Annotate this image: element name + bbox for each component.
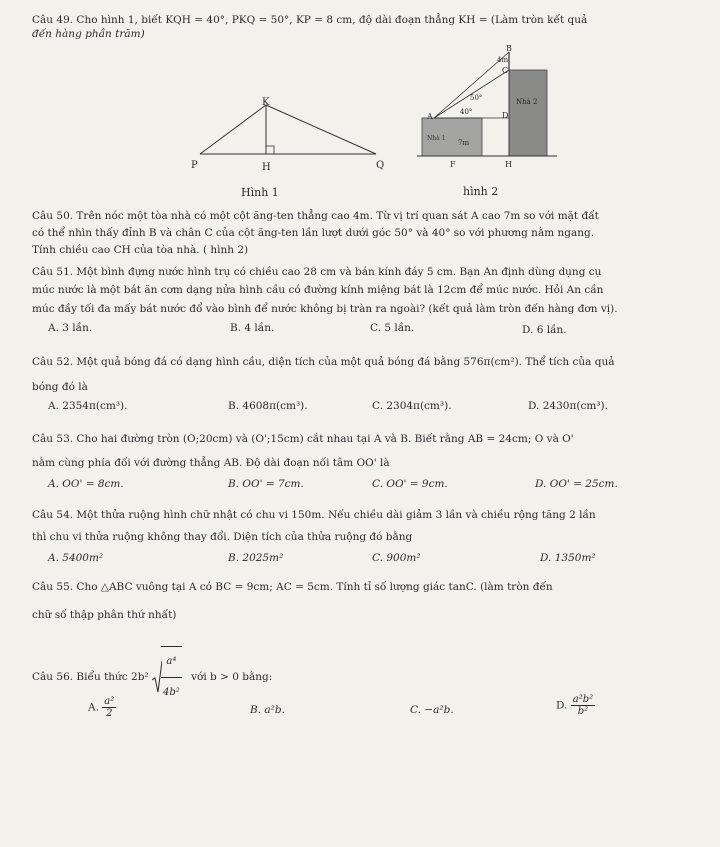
q51-line2: múc nước là một bát ăn cơm dạng nửa hình cầu có đường kính miệng bát là 12cm để múc nước. Hỏi An cần: [32, 284, 604, 296]
fig2-label-7m: 7m: [458, 139, 470, 147]
fig2-label-F: F: [450, 160, 456, 169]
q56-option-b[interactable]: B. a²b.: [250, 704, 285, 716]
q50-line1: Câu 50. Trên nóc một tòa nhà có một cột ăng-ten thẳng cao 4m. Từ vị trí quan sát A cao 7m so với mặt đất: [32, 210, 599, 222]
q52-line2: bóng đó là: [32, 381, 88, 393]
fig2-label-4m: 4m: [497, 56, 509, 64]
q51-option-b[interactable]: B. 4 lần.: [230, 322, 275, 334]
q52-option-d[interactable]: D. 2430π(cm³).: [528, 400, 608, 412]
q49-line1: Câu 49. Cho hình 1, biết KQH = 40°, PKQ = 50°, KP = 8 cm, độ dài đoạn thẳng KH = (Làm tròn kết quả: [32, 14, 588, 26]
q54-line2: thì chu vi thửa ruộng không thay đổi. Diện tích của thửa ruộng đó bằng: [32, 531, 413, 543]
q53-line2: nằm cùng phía đối với đường thẳng AB. Độ dài đoạn nối tâm OO' là: [32, 457, 390, 469]
figure-1-triangle: [180, 90, 380, 170]
q51-option-d[interactable]: D. 6 lần.: [522, 324, 567, 336]
fig1-caption: Hình 1: [241, 186, 279, 199]
fig2-label-H: H: [505, 160, 512, 169]
q56-option-d-den: b²: [577, 706, 589, 717]
q56-option-a-den: 2: [106, 708, 113, 719]
fig2-label-A: A: [427, 112, 433, 121]
q54-option-a[interactable]: A. 5400m²: [48, 552, 104, 564]
q53-line1: Câu 53. Cho hai đường tròn (O;20cm) và (O';15cm) cắt nhau tại A và B. Biết rằng AB = 24cm; O và O': [32, 433, 574, 445]
fig2-label-B: B: [506, 44, 512, 53]
fig2-label-50deg: 50°: [470, 94, 483, 102]
q49-line2: đến hàng phần trăm): [32, 28, 145, 40]
fig1-label-H: H: [262, 162, 271, 173]
q51-line3: múc đầy tối đa mấy bát nước đổ vào bình để nước không bị tràn ra ngoài? (kết quả làm tròn đến hàng đơn vị).: [32, 303, 618, 315]
q56-prefix: Câu 56. Biểu thức 2b²: [32, 671, 149, 683]
fig2-label-40deg: 40°: [460, 108, 473, 116]
q53-option-a[interactable]: A. OO' = 8cm.: [48, 478, 124, 490]
fig1-label-P: P: [191, 160, 198, 171]
q52-option-b[interactable]: B. 4608π(cm³).: [228, 400, 308, 412]
q54-option-c[interactable]: C. 900m²: [372, 552, 421, 564]
fig1-label-Q: Q: [376, 160, 385, 171]
q51-option-a[interactable]: A. 3 lần.: [48, 322, 93, 334]
fig2-label-nha1: Nhà 1: [427, 135, 446, 142]
q54-line1: Câu 54. Một thửa ruộng hình chữ nhật có chu vi 150m. Nếu chiều dài giảm 3 lần và chiều rộng tăng 2 lần: [32, 509, 596, 521]
q56-option-d-num: a²b²: [572, 694, 594, 705]
q56-rad-num: a⁴: [161, 647, 182, 678]
q50-line2: có thể nhìn thấy đỉnh B và chân C của cột ăng-ten lần lượt dưới góc 50° và 40° so với phương nằm ngang.: [32, 227, 595, 239]
q56-option-c[interactable]: C. −a²b.: [410, 704, 454, 716]
q52-option-c[interactable]: C. 2304π(cm³).: [372, 400, 452, 412]
q56-option-a[interactable]: [88, 696, 116, 719]
q56-stem: [32, 646, 272, 708]
q52-line1: Câu 52. Một quả bóng đá có dạng hình cầu, diện tích của một quả bóng đá bằng 576π(cm²). Thể tích của quả: [32, 356, 615, 368]
q55-line2: chữ số thập phân thứ nhất): [32, 609, 177, 621]
q56-suffix: với b > 0 bằng:: [191, 671, 273, 683]
q56-option-a-label: A.: [88, 701, 99, 714]
q53-option-c[interactable]: C. OO' = 9cm.: [372, 478, 448, 490]
q51-line1: Câu 51. Một bình đựng nước hình trụ có chiều cao 28 cm và bán kính đáy 5 cm. Bạn An định dùng dụng cụ: [32, 266, 602, 278]
figure-2-buildings: [412, 40, 562, 165]
q52-option-a[interactable]: A. 2354π(cm³).: [48, 400, 128, 412]
q50-line3: Tính chiều cao CH của tòa nhà. ( hình 2): [32, 244, 249, 256]
fig2-label-C: C: [502, 66, 509, 75]
q56-option-a-num: a²: [104, 696, 115, 707]
q56-radicand: [161, 646, 182, 708]
fig2-caption: hình 2: [463, 185, 499, 198]
q56-option-d[interactable]: [556, 694, 595, 717]
q51-option-c[interactable]: C. 5 lần.: [370, 322, 415, 334]
q56-option-d-fraction: [571, 694, 595, 717]
q56-option-a-fraction: [102, 696, 116, 719]
q55-line1: Câu 55. Cho △ABC vuông tại A có BC = 9cm; AC = 5cm. Tính tỉ số lượng giác tanC. (làm tròn đến: [32, 581, 553, 593]
fig2-label-D: D: [502, 111, 509, 120]
fig1-label-K: K: [262, 97, 270, 108]
q56-option-d-label: D.: [556, 699, 568, 712]
q53-option-d[interactable]: D. OO' = 25cm.: [535, 478, 618, 490]
q54-option-d[interactable]: D. 1350m²: [540, 552, 596, 564]
q53-option-b[interactable]: B. OO' = 7cm.: [228, 478, 304, 490]
fig2-label-nha2: Nhà 2: [516, 98, 538, 106]
q54-option-b[interactable]: B. 2025m²: [228, 552, 284, 564]
q56-rad-den: 4b²: [162, 687, 180, 698]
